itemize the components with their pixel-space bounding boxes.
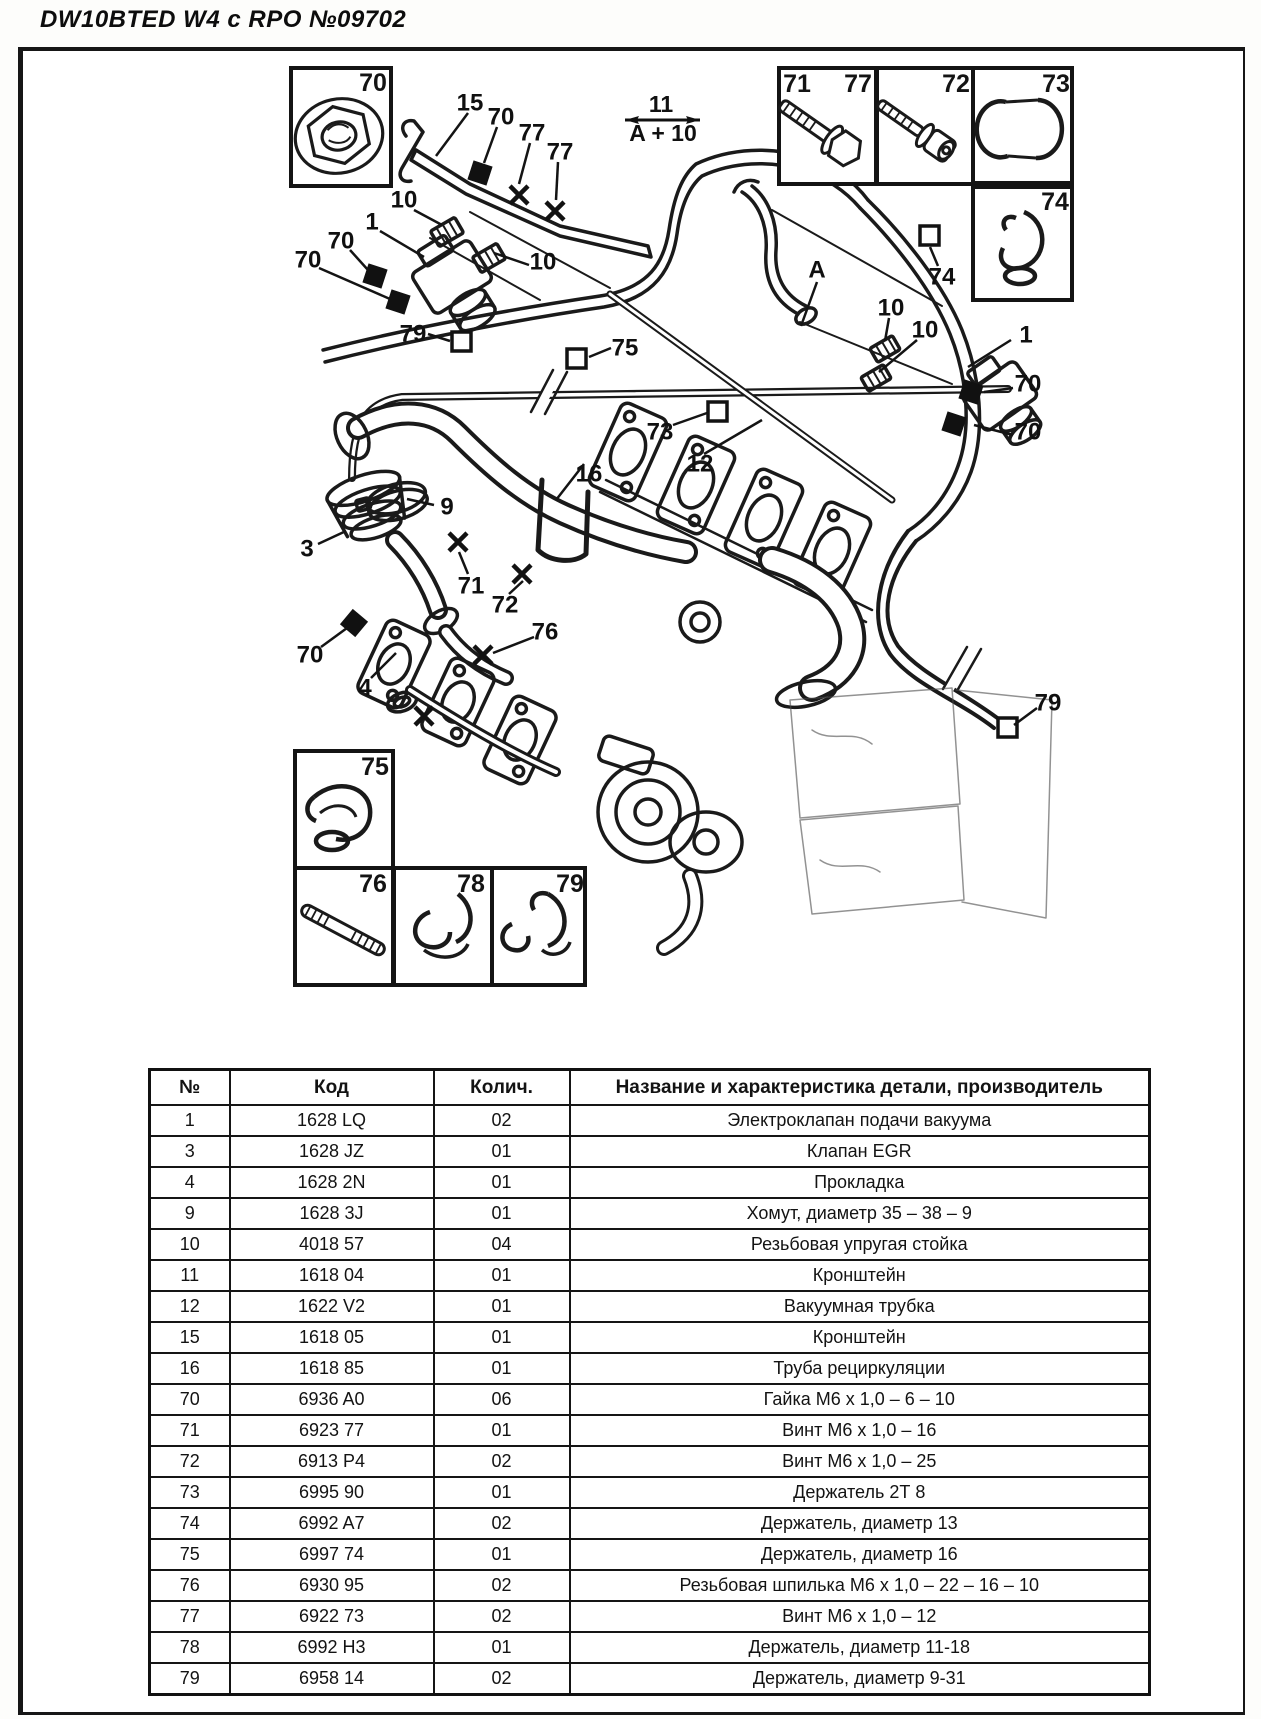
cell-num: 9 [150,1198,230,1229]
table-row [150,1446,1150,1477]
callout-label-79: 79 [399,320,427,348]
cell-num: 71 [150,1415,230,1446]
inset-box-79 [492,868,585,985]
cell-code: 6995 90 [230,1477,434,1508]
cell-desc: Кронштейн [570,1322,1150,1353]
svg-text:75: 75 [361,753,389,781]
cell-num: 70 [150,1384,230,1415]
cell-qty: 01 [434,1291,570,1322]
table-row [150,1632,1150,1663]
parts-table-body [150,1105,1150,1695]
col-header-desc: Название и характеристика детали, производитель [570,1070,1150,1106]
cell-code: 1618 04 [230,1260,434,1291]
table-row [150,1384,1150,1415]
inset-box-78 [394,868,492,985]
cell-code: 6923 77 [230,1415,434,1446]
cell-num: 77 [150,1601,230,1632]
callout-label-16: 16 [575,460,603,488]
callout-label-75: 75 [611,334,639,362]
cell-qty: 01 [434,1260,570,1291]
svg-text:76: 76 [359,870,387,898]
inset-box-70 [288,68,391,186]
svg-text:77: 77 [844,70,872,98]
cell-code: 6936 A0 [230,1384,434,1415]
table-row [150,1167,1150,1198]
inset-box-76 [295,868,393,985]
table-row [150,1229,1150,1260]
cell-code: 1618 85 [230,1353,434,1384]
table-row [150,1198,1150,1229]
cell-qty: 06 [434,1384,570,1415]
table-header-row [150,1070,1150,1106]
cell-desc: Резьбовая шпилька М6 х 1,0 – 22 – 16 – 10 [570,1570,1150,1601]
cell-num: 12 [150,1291,230,1322]
parts-table [148,1068,1151,1696]
callout-label-79: 79 [1034,689,1062,717]
cell-num: 15 [150,1322,230,1353]
cell-code: 6922 73 [230,1601,434,1632]
cell-num: 75 [150,1539,230,1570]
callout-label-10: 10 [529,248,557,276]
cell-code: 1628 2N [230,1167,434,1198]
table-row [150,1260,1150,1291]
cell-code: 1628 3J [230,1198,434,1229]
cell-qty: 01 [434,1322,570,1353]
svg-text:71: 71 [783,70,811,98]
formula-numerator: 11 [648,91,674,117]
table-row [150,1570,1150,1601]
table-row [150,1136,1150,1167]
callout-label-1: 1 [365,208,379,236]
table-row [150,1477,1150,1508]
cell-qty: 01 [434,1167,570,1198]
table-row [150,1508,1150,1539]
cell-desc: Резьбовая упругая стойка [570,1229,1150,1260]
callout-label-4: 4 [358,674,372,702]
cell-desc: Клапан EGR [570,1136,1150,1167]
cell-num: 73 [150,1477,230,1508]
cell-num: 3 [150,1136,230,1167]
callout-label-71: 71 [457,572,485,600]
callout-label-72: 72 [491,591,519,619]
cell-code: 6930 95 [230,1570,434,1601]
cell-code: 6913 P4 [230,1446,434,1477]
callout-label-10: 10 [390,186,418,214]
cell-qty: 01 [434,1136,570,1167]
cell-desc: Винт М6 х 1,0 – 25 [570,1446,1150,1477]
cell-desc: Электроклапан подачи вакуума [570,1105,1150,1136]
cell-desc: Гайка М6 х 1,0 – 6 – 10 [570,1384,1150,1415]
callout-label-70: 70 [294,246,322,274]
callout-label-77: 77 [546,138,574,166]
cell-desc: Прокладка [570,1167,1150,1198]
svg-text:70: 70 [359,69,387,97]
inset-box-75 [295,751,393,868]
cell-code: 1618 05 [230,1322,434,1353]
cell-code: 1628 JZ [230,1136,434,1167]
cell-num: 10 [150,1229,230,1260]
callout-label-A: A [808,256,826,284]
col-header-num: № [150,1070,230,1106]
svg-text:78: 78 [457,870,485,898]
callout-label-74: 74 [928,263,956,291]
cell-num: 16 [150,1353,230,1384]
svg-text:73: 73 [1042,70,1070,98]
callout-label-70: 70 [1014,418,1042,446]
callout-label-12: 12 [686,450,714,478]
table-row [150,1353,1150,1384]
cell-qty: 02 [434,1105,570,1136]
cell-num: 11 [150,1260,230,1291]
col-header-qty: Колич. [434,1070,570,1106]
cell-qty: 04 [434,1229,570,1260]
table-row [150,1539,1150,1570]
callout-label-70: 70 [1014,370,1042,398]
callout-label-15: 15 [456,89,484,117]
cell-desc: Винт М6 х 1,0 – 16 [570,1415,1150,1446]
inset-box-72 [872,68,973,184]
cell-qty: 02 [434,1446,570,1477]
inset-box-71-77 [772,68,876,184]
table-row [150,1415,1150,1446]
callout-label-3: 3 [300,535,314,563]
cell-desc: Держатель, диаметр 16 [570,1539,1150,1570]
callout-label-70: 70 [296,641,324,669]
cell-desc: Вакуумная трубка [570,1291,1150,1322]
cell-desc: Кронштейн [570,1260,1150,1291]
svg-text:79: 79 [556,870,584,898]
cell-qty: 01 [434,1415,570,1446]
cell-num: 4 [150,1167,230,1198]
formula-denominator: A + 10 [629,120,697,146]
cell-num: 78 [150,1632,230,1663]
cell-num: 79 [150,1663,230,1695]
callout-label-76: 76 [531,618,559,646]
cell-qty: 01 [434,1353,570,1384]
callout-label-70: 70 [327,227,355,255]
cell-code: 1622 V2 [230,1291,434,1322]
cell-code: 4018 57 [230,1229,434,1260]
svg-text:72: 72 [942,70,970,98]
svg-text:74: 74 [1041,188,1069,216]
cell-desc: Держатель, диаметр 9-31 [570,1663,1150,1695]
callout-label-77: 77 [518,119,546,147]
cell-code: 6992 H3 [230,1632,434,1663]
inset-box-73 [973,68,1072,183]
callout-label-73: 73 [646,418,674,446]
cell-qty: 02 [434,1508,570,1539]
formula-note [625,91,700,146]
cell-qty: 01 [434,1539,570,1570]
cell-desc: Хомут, диаметр 35 – 38 – 9 [570,1198,1150,1229]
cell-qty: 02 [434,1570,570,1601]
table-row [150,1291,1150,1322]
callout-label-1: 1 [1019,321,1033,349]
table-row [150,1105,1150,1136]
cell-num: 72 [150,1446,230,1477]
callout-label-10: 10 [911,316,939,344]
page-title: DW10BTED W4 с RPO №09702 [40,6,407,33]
hose-end-markers [452,226,1017,737]
cell-qty: 02 [434,1601,570,1632]
col-header-code: Код [230,1070,434,1106]
inset-box-74 [973,187,1072,300]
cell-desc: Держатель, диаметр 11-18 [570,1632,1150,1663]
cell-desc: Винт М6 х 1,0 – 12 [570,1601,1150,1632]
cell-desc: Держатель, диаметр 13 [570,1508,1150,1539]
callout-label-10: 10 [877,294,905,322]
cell-code: 6992 A7 [230,1508,434,1539]
cell-num: 1 [150,1105,230,1136]
engine-assembly-art [323,121,1056,948]
cell-code: 6997 74 [230,1539,434,1570]
cell-qty: 01 [434,1477,570,1508]
table-row [150,1663,1150,1695]
cell-qty: 02 [434,1663,570,1695]
cell-desc: Труба рециркуляции [570,1353,1150,1384]
table-row [150,1322,1150,1353]
cell-qty: 01 [434,1632,570,1663]
cell-code: 6958 14 [230,1663,434,1695]
table-row [150,1601,1150,1632]
cell-num: 74 [150,1508,230,1539]
cell-num: 76 [150,1570,230,1601]
cell-desc: Держатель 2Т 8 [570,1477,1150,1508]
cell-qty: 01 [434,1198,570,1229]
cell-code: 1628 LQ [230,1105,434,1136]
callout-label-70: 70 [487,103,515,131]
callout-label-9: 9 [440,493,454,521]
